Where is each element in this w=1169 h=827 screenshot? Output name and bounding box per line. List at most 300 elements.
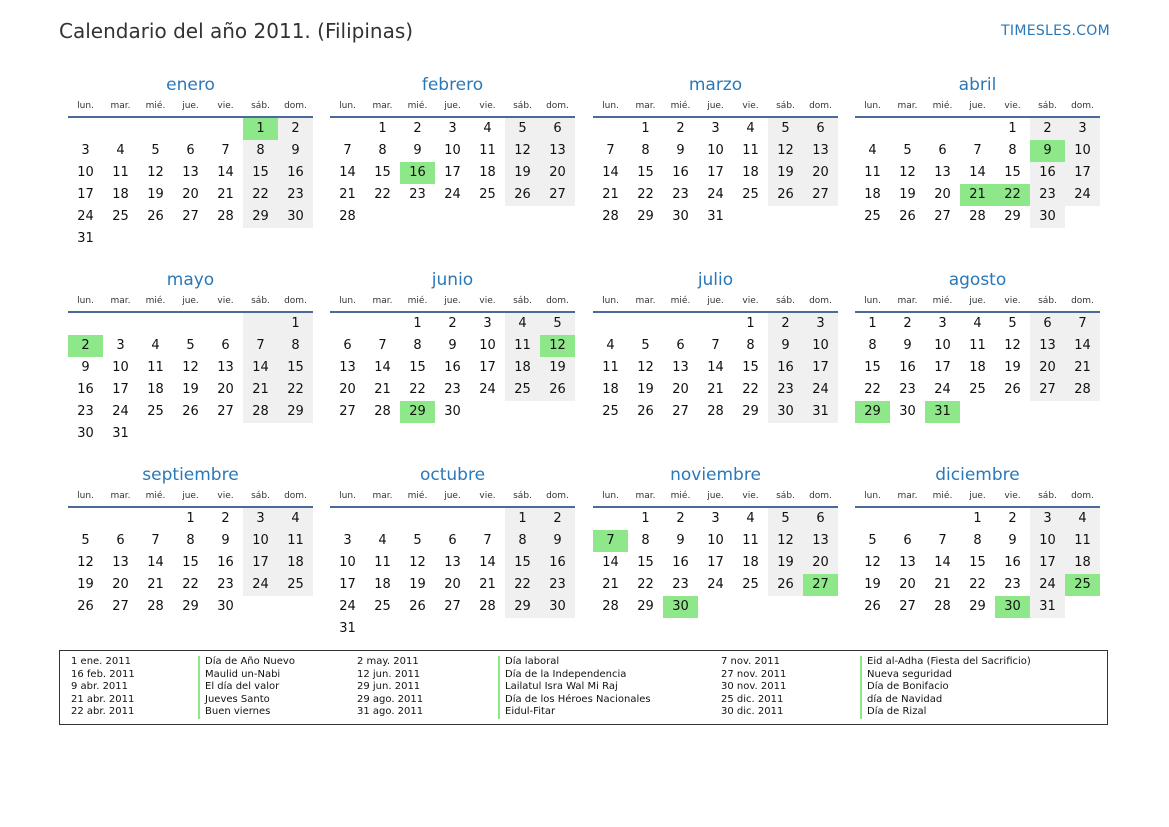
day-cell: 18 <box>505 357 540 379</box>
day-cell: 16 <box>768 357 803 379</box>
day-cell: 17 <box>243 552 278 574</box>
weekday-label: sáb. <box>776 296 795 306</box>
day-cell: 20 <box>1030 357 1065 379</box>
empty-day-cell <box>925 508 960 530</box>
weekday-label: dom. <box>1071 296 1094 306</box>
day-cell: 18 <box>969 360 986 375</box>
day-cell: 7 <box>973 143 982 158</box>
day-cell: 18 <box>742 555 759 570</box>
day-cell: 11 <box>374 555 391 570</box>
day-cell: 6 <box>938 143 947 158</box>
day-cell: 16 <box>672 165 689 180</box>
empty-day-cell <box>593 118 628 140</box>
day-cell: 19 <box>409 577 426 592</box>
day-cell: 9 <box>768 335 803 357</box>
empty-day-cell <box>435 618 470 640</box>
day-grid <box>330 118 575 228</box>
day-cell: 20 <box>899 577 916 592</box>
empty-day-cell <box>698 313 733 335</box>
day-cell: 15 <box>1004 165 1021 180</box>
day-cell: 30 <box>672 209 689 224</box>
day-cell: 2 <box>903 316 912 331</box>
day-cell: 23 <box>444 382 461 397</box>
empty-day-cell <box>208 118 243 140</box>
day-cell: 6 <box>221 338 230 353</box>
day-cell: 17 <box>803 357 838 379</box>
day-cell: 3 <box>711 511 720 526</box>
day-cell: 10 <box>1065 140 1100 162</box>
day-cell: 14 <box>479 555 496 570</box>
day-cell: 3 <box>243 508 278 530</box>
weekday-label: lun. <box>339 101 356 111</box>
day-cell: 19 <box>637 382 654 397</box>
day-cell: 20 <box>803 552 838 574</box>
empty-day-cell <box>103 228 138 250</box>
weekday-label: dom. <box>284 101 307 111</box>
weekday-label: jue. <box>969 296 986 306</box>
day-cell: 16 <box>540 552 575 574</box>
day-cell: 25 <box>479 187 496 202</box>
day-cell: 22 <box>637 187 654 202</box>
day-cell: 3 <box>803 313 838 335</box>
day-cell: 28 <box>1065 379 1100 401</box>
day-cell: 5 <box>641 338 650 353</box>
day-cell: 9 <box>81 360 90 375</box>
day-cell: 16 <box>444 360 461 375</box>
empty-day-cell <box>330 118 365 140</box>
day-cell: 8 <box>413 338 422 353</box>
empty-day-cell <box>365 508 400 530</box>
day-cell: 15 <box>637 555 654 570</box>
day-cell: 25 <box>112 209 129 224</box>
day-cell: 4 <box>483 121 492 136</box>
day-cell: 17 <box>934 360 951 375</box>
day-grid <box>330 313 575 423</box>
day-cell: 6 <box>448 533 457 548</box>
day-grid <box>593 313 838 423</box>
empty-day-cell <box>1065 401 1100 423</box>
day-grid <box>68 313 313 445</box>
day-cell: 13 <box>339 360 356 375</box>
day-cell: 2 <box>1030 118 1065 140</box>
empty-day-cell <box>138 423 173 445</box>
day-cell: 11 <box>112 165 129 180</box>
weekday-label: mié. <box>407 101 428 111</box>
day-cell: 4 <box>868 143 877 158</box>
day-cell: 13 <box>899 555 916 570</box>
day-cell: 12 <box>637 360 654 375</box>
day-cell: 22 <box>409 382 426 397</box>
day-cell: 24 <box>339 599 356 614</box>
weekday-label: sáb. <box>776 491 795 501</box>
weekday-header <box>593 489 838 503</box>
day-cell: 7 <box>1065 313 1100 335</box>
legend-holiday-name: Buen viernes <box>205 706 271 717</box>
legend-holiday-name: Jueves Santo <box>205 693 270 705</box>
weekday-label: sáb. <box>513 101 532 111</box>
day-cell: 10 <box>339 555 356 570</box>
empty-day-cell <box>733 206 768 228</box>
day-cell: 5 <box>81 533 90 548</box>
day-cell: 10 <box>77 165 94 180</box>
day-cell: 13 <box>672 360 689 375</box>
legend-holiday-name: Nueva seguridad <box>867 668 952 680</box>
legend-holiday-name: Día laboral <box>505 656 560 667</box>
day-cell: 21 <box>707 382 724 397</box>
day-cell: 30 <box>899 404 916 419</box>
day-cell: 19 <box>182 382 199 397</box>
empty-day-cell <box>173 228 208 250</box>
day-cell: 1 <box>641 121 650 136</box>
day-cell: 1 <box>278 313 313 335</box>
weekday-label: mié. <box>932 491 953 501</box>
legend-holiday-name: Maulid un-Nabi <box>205 668 281 680</box>
month-junio <box>330 268 575 423</box>
empty-day-cell <box>890 508 925 530</box>
day-cell: 20 <box>339 382 356 397</box>
empty-day-cell <box>103 118 138 140</box>
day-cell: 24 <box>77 209 94 224</box>
day-cell: 27 <box>803 184 838 206</box>
day-cell: 25 <box>505 379 540 401</box>
day-cell: 20 <box>934 187 951 202</box>
weekday-label: mar. <box>897 101 918 111</box>
day-cell: 4 <box>1065 508 1100 530</box>
page-title: Calendario del año 2011. (Filipinas) <box>59 19 414 43</box>
day-cell: 28 <box>339 209 356 224</box>
day-cell: 13 <box>444 555 461 570</box>
day-cell: 14 <box>374 360 391 375</box>
day-cell: 14 <box>243 357 278 379</box>
day-cell: 30 <box>77 426 94 441</box>
day-cell: 18 <box>147 382 164 397</box>
day-cell: 8 <box>973 533 982 548</box>
day-grid <box>68 118 313 250</box>
day-cell: 13 <box>217 360 234 375</box>
day-cell: 5 <box>903 143 912 158</box>
day-cell: 16 <box>672 555 689 570</box>
weekday-label: dom. <box>809 296 832 306</box>
day-cell: 28 <box>934 599 951 614</box>
day-cell: 8 <box>1008 143 1017 158</box>
day-cell: 24 <box>1065 184 1100 206</box>
day-cell: 24 <box>444 187 461 202</box>
day-cell: 21 <box>934 577 951 592</box>
empty-day-cell <box>855 508 890 530</box>
day-cell: 1 <box>641 511 650 526</box>
day-cell: 11 <box>1065 530 1100 552</box>
day-cell: 8 <box>278 335 313 357</box>
day-cell: 15 <box>864 360 881 375</box>
day-cell: 28 <box>217 209 234 224</box>
day-cell: 14 <box>217 165 234 180</box>
day-cell: 10 <box>444 143 461 158</box>
day-cell: 26 <box>637 404 654 419</box>
weekday-label: mar. <box>635 101 656 111</box>
day-cell: 27 <box>934 209 951 224</box>
day-cell: 18 <box>1065 552 1100 574</box>
weekday-label: jue. <box>969 101 986 111</box>
empty-day-cell <box>995 401 1030 423</box>
day-cell: 1 <box>505 508 540 530</box>
legend-date: 21 abr. 2011 <box>71 693 135 705</box>
day-cell: 27 <box>540 184 575 206</box>
day-cell: 9 <box>1008 533 1017 548</box>
weekday-label: sáb. <box>776 101 795 111</box>
day-cell: 7 <box>483 533 492 548</box>
empty-day-cell <box>960 401 995 423</box>
weekday-label: vie. <box>479 491 496 501</box>
day-cell: 18 <box>742 165 759 180</box>
day-cell: 16 <box>899 360 916 375</box>
day-cell: 7 <box>378 338 387 353</box>
day-cell: 14 <box>602 165 619 180</box>
day-cell: 9 <box>413 143 422 158</box>
day-cell: 29 <box>182 599 199 614</box>
legend-date: 29 jun. 2011 <box>357 681 421 692</box>
day-cell: 17 <box>479 360 496 375</box>
empty-day-cell <box>698 596 733 618</box>
weekday-header <box>593 99 838 113</box>
day-cell: 31 <box>1030 596 1065 618</box>
day-cell: 29 <box>969 599 986 614</box>
day-cell: 23 <box>899 382 916 397</box>
empty-day-cell <box>138 508 173 530</box>
day-cell: 16 <box>278 162 313 184</box>
day-grid <box>855 313 1100 423</box>
day-cell: 29 <box>505 596 540 618</box>
day-cell: 8 <box>641 143 650 158</box>
day-cell: 23 <box>409 187 426 202</box>
day-cell: 10 <box>479 338 496 353</box>
month-diciembre <box>855 463 1100 618</box>
legend-date: 25 dic. 2011 <box>721 693 784 705</box>
day-cell: 20 <box>672 382 689 397</box>
empty-day-cell <box>400 508 435 530</box>
day-cell: 2 <box>540 508 575 530</box>
weekday-label: mar. <box>635 491 656 501</box>
day-cell: 18 <box>479 165 496 180</box>
day-cell: 20 <box>217 382 234 397</box>
month-septiembre <box>68 463 313 618</box>
day-cell: 18 <box>602 382 619 397</box>
empty-day-cell <box>505 618 540 640</box>
day-cell: 2 <box>278 118 313 140</box>
day-cell: 7 <box>151 533 160 548</box>
day-cell: 19 <box>540 357 575 379</box>
empty-day-cell <box>208 313 243 335</box>
day-cell: 29 <box>637 209 654 224</box>
weekday-label: vie. <box>217 491 234 501</box>
day-cell: 10 <box>1030 530 1065 552</box>
day-cell: 6 <box>676 338 685 353</box>
empty-day-cell <box>890 118 925 140</box>
weekday-label: dom. <box>1071 491 1094 501</box>
weekday-label: vie. <box>742 101 759 111</box>
empty-day-cell <box>68 118 103 140</box>
day-cell: 2 <box>1008 511 1017 526</box>
day-cell: 13 <box>1030 335 1065 357</box>
empty-day-cell <box>330 313 365 335</box>
day-cell: 6 <box>903 533 912 548</box>
day-cell: 25 <box>374 599 391 614</box>
day-cell: 17 <box>707 165 724 180</box>
holiday-day-cell: 1 <box>243 118 278 140</box>
empty-day-cell <box>803 596 838 618</box>
empty-day-cell <box>855 118 890 140</box>
day-cell: 5 <box>768 508 803 530</box>
day-cell: 14 <box>1065 335 1100 357</box>
day-cell: 19 <box>768 552 803 574</box>
day-cell: 17 <box>112 382 129 397</box>
empty-day-cell <box>278 423 313 445</box>
legend-holiday-name: Día de Año Nuevo <box>205 656 295 667</box>
month-name: junio <box>431 270 474 290</box>
legend-date: 29 ago. 2011 <box>357 693 424 705</box>
empty-day-cell <box>1065 206 1100 228</box>
weekday-header <box>330 489 575 503</box>
day-cell: 21 <box>1065 357 1100 379</box>
day-cell: 20 <box>803 162 838 184</box>
day-cell: 9 <box>278 140 313 162</box>
weekday-label: dom. <box>546 101 569 111</box>
month-noviembre <box>593 463 838 618</box>
weekday-label: dom. <box>809 101 832 111</box>
day-cell: 5 <box>868 533 877 548</box>
day-cell: 15 <box>182 555 199 570</box>
day-cell: 26 <box>409 599 426 614</box>
day-cell: 24 <box>803 379 838 401</box>
holiday-day-cell: 12 <box>540 335 575 357</box>
weekday-label: vie. <box>1004 491 1021 501</box>
month-name: octubre <box>419 465 486 485</box>
day-cell: 20 <box>182 187 199 202</box>
empty-day-cell <box>663 313 698 335</box>
day-cell: 9 <box>221 533 230 548</box>
weekday-header <box>855 294 1100 308</box>
day-cell: 6 <box>1030 313 1065 335</box>
day-cell: 5 <box>413 533 422 548</box>
month-name: diciembre <box>935 465 1020 485</box>
empty-day-cell <box>365 618 400 640</box>
day-cell: 26 <box>182 404 199 419</box>
day-cell: 9 <box>903 338 912 353</box>
day-cell: 3 <box>711 121 720 136</box>
day-cell: 13 <box>112 555 129 570</box>
day-cell: 22 <box>742 382 759 397</box>
holiday-day-cell: 25 <box>1065 574 1100 596</box>
day-cell: 23 <box>278 184 313 206</box>
weekday-label: vie. <box>479 101 496 111</box>
weekday-label: lun. <box>864 101 881 111</box>
day-cell: 12 <box>768 140 803 162</box>
day-cell: 14 <box>602 555 619 570</box>
empty-day-cell <box>1030 401 1065 423</box>
weekday-label: dom. <box>284 296 307 306</box>
legend-names-col-1 <box>198 656 295 719</box>
month-enero <box>68 73 313 250</box>
empty-day-cell <box>768 596 803 618</box>
day-cell: 14 <box>707 360 724 375</box>
day-cell: 2 <box>768 313 803 335</box>
day-cell: 9 <box>676 143 685 158</box>
day-cell: 11 <box>278 530 313 552</box>
month-name: agosto <box>948 270 1007 290</box>
day-cell: 22 <box>637 577 654 592</box>
day-cell: 22 <box>374 187 391 202</box>
day-cell: 12 <box>768 530 803 552</box>
day-cell: 15 <box>243 162 278 184</box>
day-cell: 8 <box>186 533 195 548</box>
day-cell: 6 <box>186 143 195 158</box>
weekday-header <box>855 99 1100 113</box>
weekday-label: jue. <box>444 296 461 306</box>
weekday-label: mié. <box>145 101 166 111</box>
weekday-label: lun. <box>339 491 356 501</box>
day-cell: 5 <box>540 313 575 335</box>
day-cell: 4 <box>278 508 313 530</box>
empty-day-cell <box>243 228 278 250</box>
legend-date: 31 ago. 2011 <box>357 706 424 717</box>
day-cell: 4 <box>606 338 615 353</box>
day-cell: 13 <box>934 165 951 180</box>
day-cell: 8 <box>868 338 877 353</box>
brand-link[interactable]: TIMESLES.COM <box>1001 23 1110 39</box>
month-abril <box>855 73 1100 228</box>
month-julio <box>593 268 838 423</box>
day-cell: 6 <box>116 533 125 548</box>
day-cell: 25 <box>742 187 759 202</box>
day-cell: 7 <box>243 335 278 357</box>
day-cell: 3 <box>448 121 457 136</box>
empty-day-cell <box>1065 596 1100 618</box>
day-cell: 14 <box>147 555 164 570</box>
weekday-label: dom. <box>546 491 569 501</box>
day-cell: 19 <box>505 162 540 184</box>
empty-day-cell <box>68 313 103 335</box>
empty-day-cell <box>505 401 540 423</box>
weekday-label: mié. <box>145 491 166 501</box>
day-cell: 1 <box>973 511 982 526</box>
weekday-header <box>68 99 313 113</box>
day-cell: 12 <box>409 555 426 570</box>
weekday-label: vie. <box>217 101 234 111</box>
day-cell: 22 <box>278 379 313 401</box>
day-cell: 31 <box>112 426 129 441</box>
day-cell: 16 <box>1004 555 1021 570</box>
holiday-day-cell: 29 <box>400 401 435 423</box>
day-cell: 10 <box>934 338 951 353</box>
day-cell: 18 <box>112 187 129 202</box>
day-cell: 24 <box>934 382 951 397</box>
day-cell: 23 <box>1030 184 1065 206</box>
day-cell: 3 <box>343 533 352 548</box>
day-cell: 8 <box>746 338 755 353</box>
day-cell: 10 <box>707 143 724 158</box>
day-cell: 10 <box>707 533 724 548</box>
holiday-legend <box>59 650 1108 725</box>
weekday-label: vie. <box>742 296 759 306</box>
day-cell: 29 <box>1004 209 1021 224</box>
day-cell: 28 <box>147 599 164 614</box>
day-cell: 7 <box>221 143 230 158</box>
weekday-label: lun. <box>339 296 356 306</box>
day-cell: 2 <box>448 316 457 331</box>
empty-day-cell <box>208 228 243 250</box>
holiday-day-cell: 31 <box>925 401 960 423</box>
empty-day-cell <box>925 118 960 140</box>
weekday-label: dom. <box>546 296 569 306</box>
